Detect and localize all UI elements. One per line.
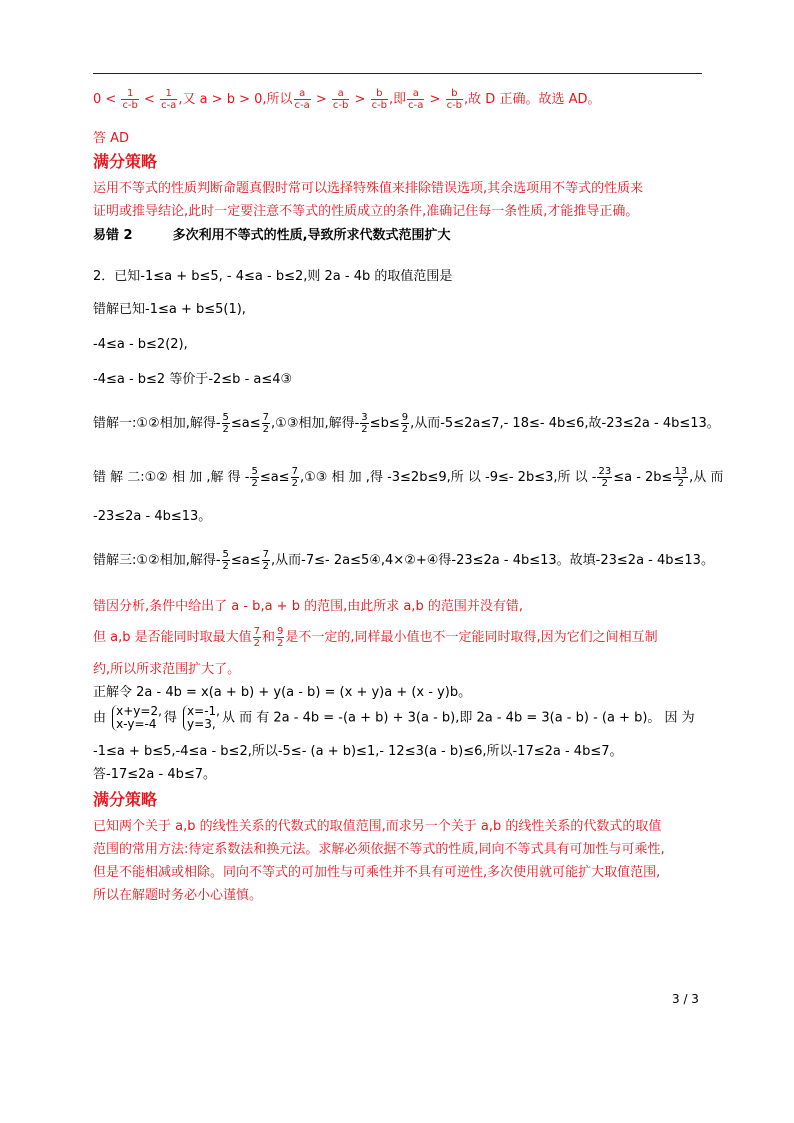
error-2-label: 易错 2: [93, 228, 133, 243]
fraction: $\frac{a}{c-a}$: [408, 88, 424, 111]
fraction: $\frac{1}{c-b}$: [122, 88, 138, 111]
page-number: 3 / 3: [672, 992, 699, 1006]
analysis-line-3: 约,所以所求范围扩大了。: [93, 662, 241, 677]
fraction: $\frac{b}{c-b}$: [446, 88, 463, 111]
strategy-2-line-4: 所以在解题时务必小心谨慎。: [93, 888, 263, 903]
fraction: $\frac{7}{2}$: [262, 549, 270, 572]
fraction: $\frac{7}{2}$: [253, 626, 260, 649]
question-2: 2．已知-1≤a + b≤5, - 4≤a - b≤2,则 2a - 4b 的取值范围是: [93, 269, 453, 284]
strategy-heading-1: 满分策略: [93, 152, 158, 171]
correct-line-1: 正解令 2a - 4b = x(a + b) + y(a - b) = (x + y)a + (x - y)b。: [93, 685, 472, 700]
equation-system: x=-1, y=3,: [183, 705, 220, 731]
wrong-solution-2: 错 解 二:①② 相 加 ,解 得 - $\frac{5}{2}$ ≤a≤ $\frac{7}{2}$ ,①③ 相 加 ,得 -3≤2b≤9,所 以 -9≤- 2b≤3,所 以 - $\frac{23}{2}$ ≤a - 2b≤ $\frac{13}{2}$ ,从 而: [93, 466, 724, 489]
wrong-solution-3: 错解三:①②相加,解得- $\frac{5}{2}$ ≤a≤ $\frac{7}{2}$ ,从而-7≤- 2a≤5④,4×②+④得-23≤2a - 4b≤13。故填-23≤2a - 4b≤13。: [93, 549, 714, 572]
fraction: $\frac{3}{2}$: [361, 412, 368, 435]
fraction: $\frac{9}{2}$: [277, 626, 284, 649]
wrong-solution-2-cont: -23≤2a - 4b≤13。: [93, 509, 212, 524]
wrong-solution-1: 错解一:①②相加,解得- $\frac{5}{2}$ ≤a≤ $\frac{7}{2}$ ,①③相加,解得- $\frac{3}{2}$ ≤b≤ $\frac{9}{2}$ ,从而-5≤2a≤7,- 18≤- 4b≤6,故-23≤2a - 4b≤13。: [93, 412, 720, 435]
strategy-1-line-2: 证明或推导结论,此时一定要注意不等式的性质成立的条件,准确记住每一条性质,才能推导正确。: [93, 204, 639, 219]
fraction: $\frac{5}{2}$: [222, 549, 229, 572]
conclusion-line: 0 < $\frac{1}{c-b}$ < $\frac{1}{c-a}$ ,又 a > b > 0,所以 $\frac{a}{c-a}$ > $\frac{a}{c-b}$ > $\frac{b}{c-b}$ ,即 $\frac{a}{c-a}$ > $\frac{b}{c-b}$ ,故 D 正确。故选 AD。: [93, 88, 601, 111]
fraction: $\frac{a}{c-b}$: [332, 88, 349, 111]
fraction: $\frac{b}{c-b}$: [371, 88, 388, 111]
wrong-intro: 错解已知-1≤a + b≤5(1),: [93, 302, 246, 317]
fraction: $\frac{9}{2}$: [401, 412, 409, 435]
error-2-heading: [93, 227, 451, 245]
fraction: $\frac{a}{c-a}$: [294, 88, 310, 111]
fraction: $\frac{13}{2}$: [674, 466, 688, 489]
equation-system: x+y=2, x-y=-4: [112, 705, 162, 731]
fraction: $\frac{1}{c-a}$: [161, 88, 177, 111]
answer-1: 答 AD: [93, 131, 130, 146]
strategy-2-line-3: 但是不能相减或相除。同向不等式的可加性与可乘性并不具有可逆性,多次使用就可能扩大取值范围,: [93, 865, 661, 880]
strategy-1-line-1: 运用不等式的性质判断命题真假时常可以选择特殊值来排除错误选项,其余选项用不等式的性质来: [93, 181, 644, 196]
fraction: $\frac{23}{2}$: [598, 466, 612, 489]
fraction: $\frac{7}{2}$: [291, 466, 298, 489]
fraction: $\frac{5}{2}$: [251, 466, 258, 489]
error-2-title: 多次利用不等式的性质,导致所求代数式范围扩大: [172, 228, 451, 243]
wrong-eq-2: -4≤a - b≤2(2),: [93, 337, 188, 352]
header-rule: [93, 73, 702, 74]
analysis-line-2: 但 a,b 是否能同时取最大值 $\frac{7}{2}$ 和 $\frac{9}{2}$ 是不一定的,同样最小值也不一定能同时取得,因为它们之间相互制: [93, 626, 658, 649]
strategy-2-line-2: 范围的常用方法:待定系数法和换元法。求解必须依据不等式的性质,同向不等式具有可加性与可乘性,: [93, 842, 665, 857]
correct-line-2: 由 x+y=2, x-y=-4 得 x=-1, y=3, 从 而 有 2a - 4b = -(a + b) + 3(a - b),即 2a - 4b = 3(a - b) - (a + b)。 因 为: [93, 704, 695, 731]
wrong-eq-3: -4≤a - b≤2 等价于-2≤b - a≤4③: [93, 372, 293, 387]
analysis-line-1: 错因分析,条件中给出了 a - b,a + b 的范围,由此所求 a,b 的范围并没有错,: [93, 599, 523, 614]
correct-line-3: -1≤a + b≤5,-4≤a - b≤2,所以-5≤- (a + b)≤1,- 12≤3(a - b)≤6,所以-17≤2a - 4b≤7。: [93, 744, 623, 759]
strategy-heading-2: 满分策略: [93, 790, 158, 809]
fraction: $\frac{7}{2}$: [262, 412, 270, 435]
correct-answer: 答-17≤2a - 4b≤7。: [93, 767, 217, 782]
strategy-2-line-1: 已知两个关于 a,b 的线性关系的代数式的取值范围,而求另一个关于 a,b 的线性关系的代数式的取值: [93, 819, 662, 834]
fraction: $\frac{5}{2}$: [222, 412, 229, 435]
